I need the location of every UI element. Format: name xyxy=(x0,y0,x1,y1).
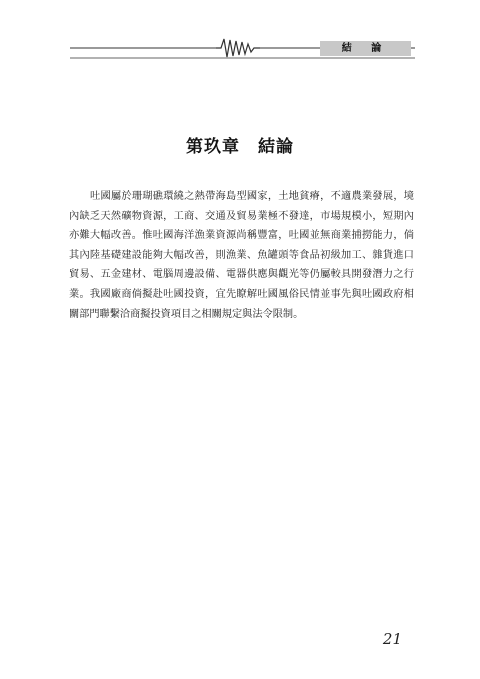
page-number: 21 xyxy=(382,630,402,648)
chapter-title: 第玖章 結論 xyxy=(186,137,294,158)
body-paragraph: 吐國屬於珊瑚礁環繞之熱帶海島型國家，土地貧瘠，不適農業發展，境內缺乏天然礦物資源，工商、交通及貿易業極不發達，市場規模小，短期內亦難大幅改善。惟吐國海洋漁業資源尚稱豐富，吐國並無商業捕撈能力，倘其內陸基礎建設能夠大幅改善，則漁業、魚罐頭等食品初級加工、雜貨進口貿易、五金建材、電腦周邊設備、電器供應與觀光等仍屬較具開發潛力之行業。我國廠商倘擬赴吐國投資，宜先瞭解吐國風俗民情並事先與吐國政府相關部門聯繫洽商擬投資項目之相關規定與法令限制。 xyxy=(69,191,414,320)
header-section-label: 結 論 xyxy=(341,43,390,54)
